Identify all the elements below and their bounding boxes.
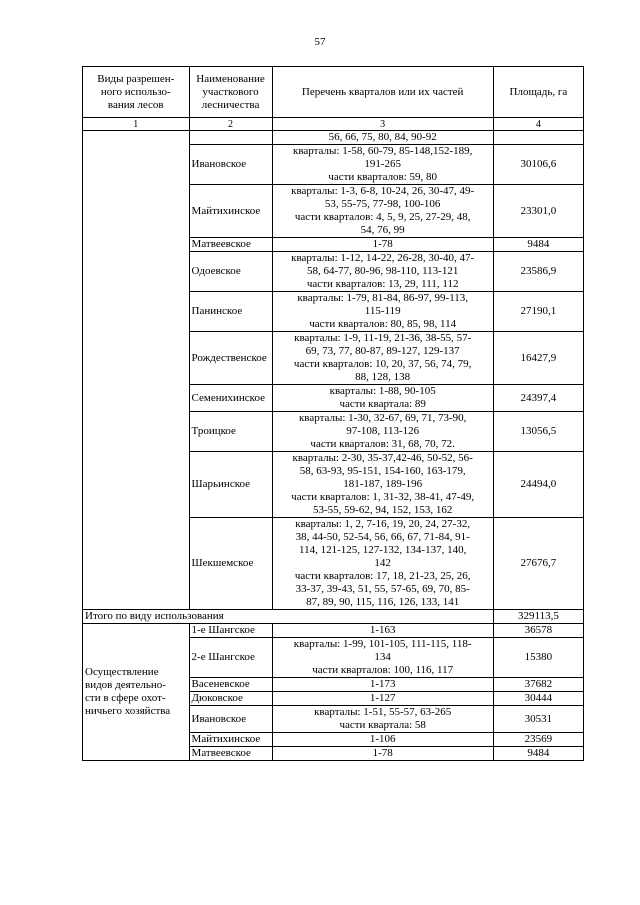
quarters-line: части кварталов: 4, 5, 9, 25, 27-29, 48, [294, 211, 471, 223]
quarters-cell [272, 692, 493, 706]
quarters-line: кварталы: 1, 2, 7-16, 19, 20, 24, 27-32, [295, 518, 471, 530]
forestry-name-cell: Васеневское [189, 678, 272, 692]
forestry-name-cell: Матвеевское [189, 238, 272, 252]
area-cell: 24397,4 [493, 385, 583, 412]
use-type-cell [83, 624, 190, 761]
quarters-line: кварталы: 2-30, 35-37,42-46, 50-52, 56- [292, 452, 473, 464]
quarters-line: 54, 76, 99 [360, 224, 405, 236]
quarters-line: 53-55, 59-62, 94, 152, 153, 162 [313, 504, 453, 516]
quarters-cell [272, 332, 493, 385]
area-cell: 24494,0 [493, 452, 583, 518]
quarters-line: 1-78 [372, 747, 393, 759]
quarters-line: 33-37, 39-43, 51, 55, 57-65, 69, 70, 85- [295, 583, 470, 595]
quarters-line: части кварталов: 100, 116, 117 [312, 664, 454, 676]
forestry-name-cell: Панинское [189, 292, 272, 332]
quarters-line: 134 [374, 651, 391, 663]
area-cell: 16427,9 [493, 332, 583, 385]
area-cell: 37682 [493, 678, 583, 692]
area-cell: 9484 [493, 238, 583, 252]
quarters-line: кварталы: 1-3, 6-8, 10-24, 26, 30-47, 49- [291, 185, 475, 197]
quarters-cell [272, 452, 493, 518]
quarters-line: части кварталов: 13, 29, 111, 112 [306, 278, 459, 290]
header-area: Площадь, га [493, 67, 583, 118]
quarters-line: части кварталов: 17, 18, 21-23, 25, 26, [294, 570, 471, 582]
area-cell: 27676,7 [493, 518, 583, 610]
area-cell: 15380 [493, 638, 583, 678]
area-cell: 23301,0 [493, 185, 583, 238]
column-number: 1 [83, 118, 190, 131]
forestry-name-cell: Ивановское [189, 145, 272, 185]
column-number: 3 [272, 118, 493, 131]
forestry-name-cell: Одоевское [189, 252, 272, 292]
area-cell: 30444 [493, 692, 583, 706]
use-type-line: сти в сфере охот- [85, 692, 166, 704]
quarters-line: 69, 73, 77, 80-87, 89-127, 129-137 [305, 345, 460, 357]
quarters-line: кварталы: 1-51, 55-57, 63-265 [314, 706, 452, 718]
quarters-cell [272, 518, 493, 610]
quarters-line: 1-173 [369, 678, 396, 690]
quarters-cell [272, 292, 493, 332]
quarters-cell [272, 747, 493, 761]
quarters-line: 97-108, 113-126 [346, 425, 420, 437]
quarters-line: 115-119 [364, 305, 401, 317]
table-row [83, 624, 584, 638]
forest-use-table [82, 66, 584, 761]
area-cell: 23569 [493, 733, 583, 747]
area-cell: 27190,1 [493, 292, 583, 332]
header-use-type: Виды разрешен- ного использо- вания лесов [83, 67, 190, 118]
forestry-name-cell: Семенихинское [189, 385, 272, 412]
quarters-line: кварталы: 1-30, 32-67, 69, 71, 73-90, [298, 412, 467, 424]
quarters-line: 1-163 [369, 624, 396, 636]
quarters-line: части кварталов: 10, 20, 37, 56, 74, 79, [293, 358, 472, 370]
quarters-cell: 56, 66, 75, 80, 84, 90-92 [272, 131, 493, 145]
quarters-line: 181-187, 189-196 [343, 478, 423, 490]
quarters-line: кварталы: 1-79, 81-84, 86-97, 99-113, [297, 292, 469, 304]
column-number: 4 [493, 118, 583, 131]
header-forestry-name: Наименование участкового лесничества [189, 67, 272, 118]
area-cell: 9484 [493, 747, 583, 761]
area-cell: 30531 [493, 706, 583, 733]
quarters-line: 1-127 [369, 692, 396, 704]
total-value: 329113,5 [493, 610, 583, 624]
quarters-cell [272, 678, 493, 692]
quarters-cell [272, 733, 493, 747]
quarters-cell [272, 385, 493, 412]
quarters-line: 58, 64-77, 80-96, 98-110, 113-121 [307, 265, 459, 277]
quarters-line: 87, 89, 90, 115, 116, 126, 133, 141 [306, 596, 460, 608]
column-number-row [83, 118, 584, 131]
area-cell: 13056,5 [493, 412, 583, 452]
quarters-line: кварталы: 1-9, 11-19, 21-36, 38-55, 57- [294, 332, 472, 344]
quarters-line: 38, 44-50, 52-54, 56, 66, 67, 71-84, 91- [295, 531, 470, 543]
area-cell: 36578 [493, 624, 583, 638]
quarters-line: части квартала: 58 [339, 719, 426, 731]
quarters-line: 142 [374, 557, 391, 569]
forestry-name-cell: Рождественское [189, 332, 272, 385]
quarters-line: части кварталов: 31, 68, 70, 72. [310, 438, 455, 450]
area-cell: 23586,9 [493, 252, 583, 292]
forestry-name-cell: Шекшемское [189, 518, 272, 610]
forestry-name-cell: Троицкое [189, 412, 272, 452]
column-number: 2 [189, 118, 272, 131]
total-row [83, 610, 584, 624]
quarters-cell [272, 412, 493, 452]
use-type-line: видов деятельно- [85, 679, 166, 691]
quarters-line: 191-265 [364, 158, 402, 170]
quarters-cell [272, 706, 493, 733]
quarters-line: 1-78 [372, 238, 393, 250]
quarters-line: кварталы: 1-12, 14-22, 26-28, 30-40, 47- [291, 252, 475, 264]
forestry-name-cell: Майтихинское [189, 733, 272, 747]
quarters-line: части квартала: 89 [339, 398, 426, 410]
table-row [83, 131, 584, 145]
forestry-name-cell: Ивановское [189, 706, 272, 733]
quarters-line: части кварталов: 1, 31-32, 38-41, 47-49, [291, 491, 475, 503]
quarters-cell [272, 185, 493, 238]
quarters-line: 58, 63-93, 95-151, 154-160, 163-179, [299, 465, 466, 477]
forestry-name-cell: Матвеевское [189, 747, 272, 761]
header-quarters-list: Перечень кварталов или их частей [272, 67, 493, 118]
total-label: Итого по виду использования [83, 610, 494, 624]
header-row [83, 67, 584, 118]
quarters-line: 88, 128, 138 [355, 371, 411, 383]
quarters-cell [272, 624, 493, 638]
quarters-line: части кварталов: 59, 80 [328, 171, 438, 183]
area-cell: 30106,6 [493, 145, 583, 185]
use-type-line: ничьего хозяйства [85, 705, 171, 717]
forestry-name-cell: 1-е Шангское [189, 624, 272, 638]
use-type-line: Осуществление [85, 666, 159, 678]
use-type-cell [83, 131, 190, 610]
quarters-cell [272, 252, 493, 292]
quarters-line: кварталы: 1-88, 90-105 [329, 385, 436, 397]
quarters-cell [272, 238, 493, 252]
quarters-line: кварталы: 1-99, 101-105, 111-115, 118- [293, 638, 472, 650]
page-number: 57 [314, 36, 326, 48]
quarters-line: кварталы: 1-58, 60-79, 85-148,152-189, [292, 145, 473, 157]
quarters-line: части кварталов: 80, 85, 98, 114 [309, 318, 457, 330]
area-cell [493, 131, 583, 145]
forestry-name-cell: Дюковское [189, 692, 272, 706]
forestry-name-cell: 2-е Шангское [189, 638, 272, 678]
forestry-name-cell: Шарьинское [189, 452, 272, 518]
quarters-cell [272, 145, 493, 185]
quarters-line: 114, 121-125, 127-132, 134-137, 140, [299, 544, 467, 556]
quarters-line: 53, 55-75, 77-98, 100-106 [324, 198, 441, 210]
forestry-name-cell: Майтихинское [189, 185, 272, 238]
quarters-line: 1-106 [369, 733, 396, 745]
quarters-cell [272, 638, 493, 678]
forestry-name-cell [189, 131, 272, 145]
